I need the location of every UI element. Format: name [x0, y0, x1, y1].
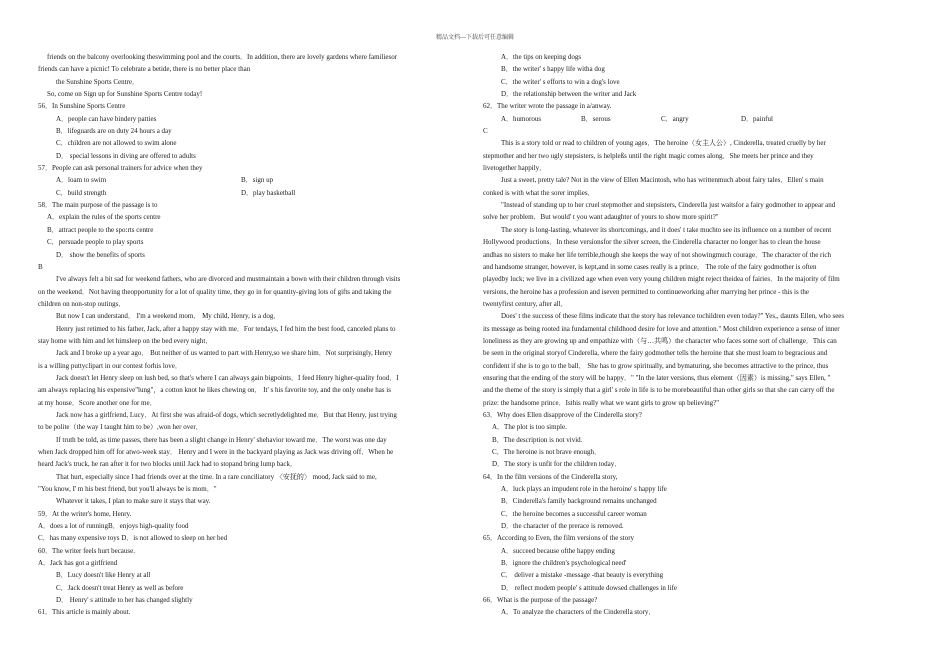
- text-line: heard Jack's truck, he ran after it for two blocks until Jack had to stopand bring lump back．: [38, 460, 298, 469]
- text-line: But now I can understand． I'm a weekend mom． My child, Henry, is a dog．: [56, 312, 281, 321]
- answer-option: C．the heroine becomes a successful career woman: [501, 509, 647, 518]
- section-letter: B: [38, 262, 43, 271]
- question-stem: 57．People can ask personal trainers for advice when they: [38, 164, 203, 173]
- text-line: Does' t the success of these films indicate that the story has relevance tochildren even today?" Yes,, daunts Ellen, who sees: [501, 312, 845, 321]
- text-line: conked is with what the sorer implies．: [483, 188, 595, 197]
- answer-option: A．Jack has got a girlfriend: [38, 559, 118, 568]
- answer-option: A．humorous: [501, 114, 542, 123]
- answer-option: D．the character of the prerace is removed.: [501, 522, 624, 531]
- text-line: ensuring that the ending of the story will be happy．" "In the later versions, thus element（因素）is missing," says Ellen, ": [483, 373, 831, 382]
- question-stem: 62．The writer wrote the passage in a/anway.: [483, 102, 612, 111]
- question-stem: 64．In the film versions of the Cinderella story,: [483, 472, 618, 481]
- answer-option: B．The description is not vivid.: [492, 435, 583, 444]
- text-line: and the theme of the story is simply that a girl' s role in life is to be morebeautiful than other girls so that she can carry off the: [483, 386, 835, 395]
- question-stem: 65．According to Even, the film versions of the story: [483, 534, 635, 543]
- text-line: andhas no sisters to make her life terrible,though she keeps the way of not showingmuch courage．The character of the rich: [483, 250, 831, 259]
- text-line: and handsome stranger, however, is kept,and in some cases really is a prince． The role of the fairy godmother is often: [483, 262, 817, 271]
- text-line: is a willing puttyclipart in our contest forhis love．: [38, 361, 182, 370]
- answer-option: D． show the benefits of sports: [56, 250, 145, 259]
- answer-option-row: [38, 174, 468, 186]
- text-line: friends on the balcony overlooking theswimming pool and the courts．In addition, there are lovely gardens where familiesor: [47, 53, 398, 61]
- text-line: confident if she is to go to the ball． She has to grow spiritually, and bymaturing, she becomes attractive to the prince, thus: [483, 361, 829, 370]
- answer-option: C．children are not allowed to swim alone: [56, 139, 177, 148]
- answer-option: C．has many expensive toys D．is not allowed to sleep on her bed: [38, 534, 228, 543]
- text-line: its message as being rooted ina fundamental childhood desire for love and attention." Most children experience a sense of inner: [483, 324, 840, 333]
- answer-option: B．sign up: [241, 176, 274, 185]
- text-line: The story is long-lasting, whatever its shortcomings, and it does' t take muchto see its influence on a number of recent: [501, 225, 832, 234]
- text-line: Henry just retimed to his father, Jack, after a happy stay with me．For tendays, I fed him the best food, canceled plans to: [56, 324, 396, 333]
- answer-option: A．does a lot of runningB．enjoys high-quality food: [38, 522, 189, 531]
- text-line: to be polite（the way I taught him to be）,won her over．: [38, 423, 203, 432]
- question-stem: 59．At the writer's home, Henry.: [38, 509, 132, 518]
- question-stem: 56．In Sunshine Sports Centre: [38, 102, 126, 111]
- answer-option: B．attract people to the spo:rts centre: [47, 225, 154, 234]
- question-stem: 60．The writer feels hurt because.: [38, 546, 135, 555]
- answer-option: B．ignore the children's psychological need': [501, 559, 627, 568]
- text-line: This is a story told or read to children of young ages．The heroine（女主人公）, Cinderella, treated cruelly by her: [501, 139, 826, 148]
- text-line: stepmother and her two ugly stepsisters, is helpleßs until the right magic comes along．She meets her prince and they: [483, 151, 814, 160]
- answer-option: A．The plot is too simple.: [492, 423, 567, 432]
- text-line: at my house．Score another one for me．: [38, 398, 157, 407]
- text-line: when Jack dropped him off for atwo-week stay． Henry and I were in the backyard playing as Jack was driving off．When he: [38, 448, 394, 456]
- text-line: children on non-stop outings．: [38, 299, 126, 308]
- text-line: on the weekend．Not having theopportunity for a lot of quality time, they go in for quantity-giving lots of gifts and taking the: [38, 287, 392, 296]
- text-line: Jack doesn't let Henry sleep on lush bed, so that's where I can always gain bigpoints．I feed Henry higher-quality food．I: [56, 373, 399, 382]
- text-line: I've always felt a bit sad for weekend fathers, who are divorced and mustmaintain a bown with their children through visits: [56, 275, 401, 284]
- text-line: That hurt, especially since I had friends over at the time. In a rare conciliatory 〈安抚的〉 mood, Jack said to me,: [56, 472, 377, 481]
- text-line: Whatever it takes, I plan to make sure it stays that way.: [56, 497, 211, 506]
- text-line: Just a sweet, pretty tale? Not in the view of Ellen Macintosh, who has writtenmuch about fairy tales．Ellen' s main: [501, 176, 824, 185]
- answer-option: C．persuade people to play sports: [47, 238, 144, 247]
- text-line: "Instead of standing up to her cruel stepmother and stepsisters, Cinderella just waitsfor a fairy godmother to appear and: [501, 201, 836, 210]
- page-header: 精品文档---下载后可任意编辑: [436, 35, 514, 41]
- answer-option: C．the writer' s efforts to win a dog's love: [501, 77, 620, 86]
- answer-option: C． deliver a mistake -message -that beauty is everything: [501, 571, 664, 580]
- text-line: loneliness as they are growing up and empathize with（与…共鸣）the character who faces some sort of challenge．This can: [483, 336, 837, 345]
- text-line: the Sunshine Sports Centre．: [56, 77, 140, 86]
- text-line: playedby luck; we live in a civilized age when even very young children might reject theidea of fairies．In the majority of film: [483, 275, 840, 284]
- answer-option: D． Henry' s attitude to her has changed slightly: [56, 596, 193, 605]
- answer-option: A．explain the rules of the sports centre: [47, 213, 161, 222]
- answer-option-row: [483, 113, 915, 125]
- text-line: prize: the handsome prince．Isthis really what we want girls to grow up believing?": [483, 398, 720, 407]
- text-line: be seen in the original storyof Cinderella, where the fairy godmother tells the heroine that she must loam to begracious and: [483, 349, 828, 358]
- answer-option: A．the tips on keeping dogs: [501, 53, 582, 61]
- left-column: [38, 51, 468, 619]
- answer-option: A．luck plays an impudent role in the heroine' s happy life: [501, 485, 667, 494]
- answer-option: C．The heroine is not brave enough．: [492, 448, 602, 456]
- text-line: friends can have a picnic! To celebrate a betide, there is no better place than: [38, 65, 251, 74]
- answer-option: A．loam to swim: [56, 176, 107, 185]
- answer-option-row: [38, 187, 468, 199]
- answer-option: C．angry: [661, 114, 689, 123]
- answer-option: B．Lucy doesn't like Henry at all: [56, 571, 151, 580]
- answer-option: D．painful: [741, 114, 773, 123]
- section-letter: C: [483, 127, 488, 136]
- text-line: Hollywood productions．In these versionsfor the silver screen, the Cinderella character no longer has to clean the house: [483, 238, 821, 247]
- text-line: am always replacing his expensive"lung"，a cotton knot he likes chewing on． It' s his favorite toy, and the only onehe has is: [38, 386, 391, 395]
- answer-option: C．build strength: [56, 188, 107, 197]
- answer-option: A．succeed because ofthe happy ending: [501, 546, 615, 555]
- answer-option: D． reflect modem people' s attitude dowsed challenges in life: [501, 583, 678, 592]
- text-line: versions, the heroine has a profession and iseven permitted to continueworking after marrying her prince - this is the: [483, 287, 809, 296]
- question-stem: 58．The main purpose of the passage is to: [38, 201, 158, 210]
- text-line: If truth be told, as time passes, there has been a slight change in Henry' shehavior toward me．The worst was one day: [56, 435, 387, 444]
- text-line: livetogether happily．: [483, 164, 547, 173]
- text-line: Jack now has a girlfriend, Lucy．At first she was afraid-of dogs, which secretlydelighted me．But that Henry, just trying: [56, 410, 397, 419]
- question-stem: 61．This article is mainly about.: [38, 608, 131, 617]
- answer-option: B．Cinderella's family background remains unchanged: [501, 497, 657, 506]
- text-line: So, come on Sign up for Sunshine Sports Centre today!: [47, 90, 203, 99]
- answer-option: D．the relationship between the writer and Jack: [501, 90, 637, 99]
- text-line: "You know, I' m his best friend, but you'll always be is mom．": [38, 485, 217, 494]
- text-line: twentyfirst century, after all．: [483, 299, 568, 308]
- answer-option: A．To analyze the characters of the Cinderella story．: [501, 608, 656, 617]
- question-stem: 63．Why does Ellen disapprove of the Cinderella story?: [483, 410, 642, 419]
- answer-option: D．The story is unfit for the children today．: [492, 460, 622, 469]
- answer-option: D．play basketball: [241, 188, 296, 197]
- answer-option: D． special lessons in diving are offered to adults: [56, 151, 196, 160]
- answer-option: C．Jack doesn't treat Henry as well as before: [56, 583, 184, 592]
- text-line: stay home with him and let himsleep on the bed every night．: [38, 336, 213, 345]
- right-column: [483, 51, 915, 619]
- question-stem: 66．What is the purpose of the passage?: [483, 596, 598, 605]
- answer-option: B．serous: [581, 114, 611, 123]
- text-line: solve her problem．But would' t you want adaughter of yours to show more spirit?": [483, 213, 719, 222]
- answer-option: A．people can have bindery patties: [56, 114, 157, 123]
- answer-option: B．the writer' s happy life witha dog: [501, 65, 605, 74]
- answer-option: B．lifeguards are on duty 24 hours a day: [56, 127, 172, 136]
- text-line: Jack and I broke up a year ago． But neither of us wanted to part with Henry,so we share him．Not surprisingly, Henry: [56, 349, 392, 358]
